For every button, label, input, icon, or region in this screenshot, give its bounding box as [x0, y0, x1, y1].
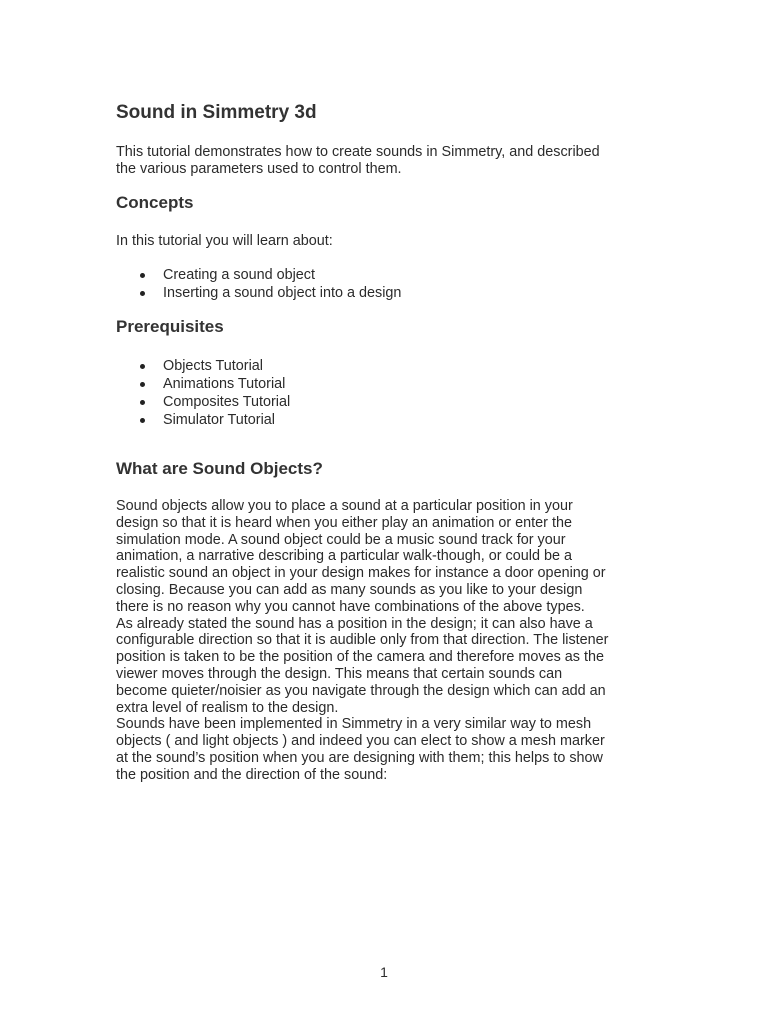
concepts-list	[116, 266, 401, 302]
body-line: design so that it is heard when you either play an animation or enter the	[116, 514, 572, 531]
list-item	[116, 284, 401, 302]
list-item	[116, 266, 401, 284]
concepts-lead: In this tutorial you will learn about:	[116, 233, 333, 249]
body-line: As already stated the sound has a position in the design; it can also have a	[116, 615, 593, 632]
page-number: 1	[380, 964, 388, 980]
list-item	[116, 357, 290, 375]
list-item	[116, 375, 290, 393]
list-item-label: Composites Tutorial	[163, 394, 291, 410]
prerequisites-heading: Prerequisites	[116, 317, 224, 336]
body-line: Sounds have been implemented in Simmetry in a very similar way to mesh	[116, 716, 592, 733]
body-line: realistic sound an object in your design makes for instance a door opening or	[116, 565, 606, 582]
bullet-icon	[140, 273, 145, 278]
body-line: simulation mode. A sound object could be a music sound track for your	[116, 531, 566, 548]
body-line: there is no reason why you cannot have combinations of the above types.	[116, 598, 585, 615]
body-line: the position and the direction of the sound:	[116, 766, 388, 783]
list-item-label: Inserting a sound object into a design	[163, 285, 402, 301]
list-item-label: Objects Tutorial	[163, 358, 263, 374]
intro-paragraph	[116, 144, 656, 178]
page-title: Sound in Simmetry 3d	[116, 102, 317, 123]
body-line: become quieter/noisier as you navigate through the design which can add an	[116, 682, 606, 699]
concepts-heading: Concepts	[116, 193, 194, 212]
body-line: viewer moves through the design. This means that certain sounds can	[116, 665, 563, 682]
body-line: objects ( and light objects ) and indeed you can elect to show a mesh marker	[116, 733, 605, 750]
list-item-label: Creating a sound object	[163, 267, 316, 283]
bullet-icon	[140, 400, 145, 405]
sound-objects-paragraph	[116, 498, 656, 784]
body-line: animation, a narrative describing a particular walk-though, or could be a	[116, 548, 572, 565]
body-line: extra level of realism to the design.	[116, 699, 339, 716]
list-item-label: Simulator Tutorial	[163, 412, 275, 428]
list-item	[116, 411, 290, 429]
bullet-icon	[140, 291, 145, 296]
bullet-icon	[140, 418, 145, 423]
bullet-icon	[140, 364, 145, 369]
body-line: configurable direction so that it is audible only from that direction. The listener	[116, 632, 609, 649]
body-line: Sound objects allow you to place a sound at a particular position in your	[116, 498, 573, 514]
intro-line: This tutorial demonstrates how to create sounds in Simmetry, and described	[116, 144, 600, 160]
intro-line: the various parameters used to control them.	[116, 160, 402, 177]
body-line: at the sound’s position when you are designing with them; this helps to show	[116, 749, 603, 766]
sound-objects-heading: What are Sound Objects?	[116, 459, 323, 478]
body-line: closing. Because you can add as many sounds as you like to your design	[116, 581, 583, 598]
list-item	[116, 393, 290, 411]
body-line: position is taken to be the position of the camera and therefore moves as the	[116, 649, 604, 666]
prerequisites-list	[116, 357, 290, 429]
list-item-label: Animations Tutorial	[163, 376, 286, 392]
bullet-icon	[140, 382, 145, 387]
